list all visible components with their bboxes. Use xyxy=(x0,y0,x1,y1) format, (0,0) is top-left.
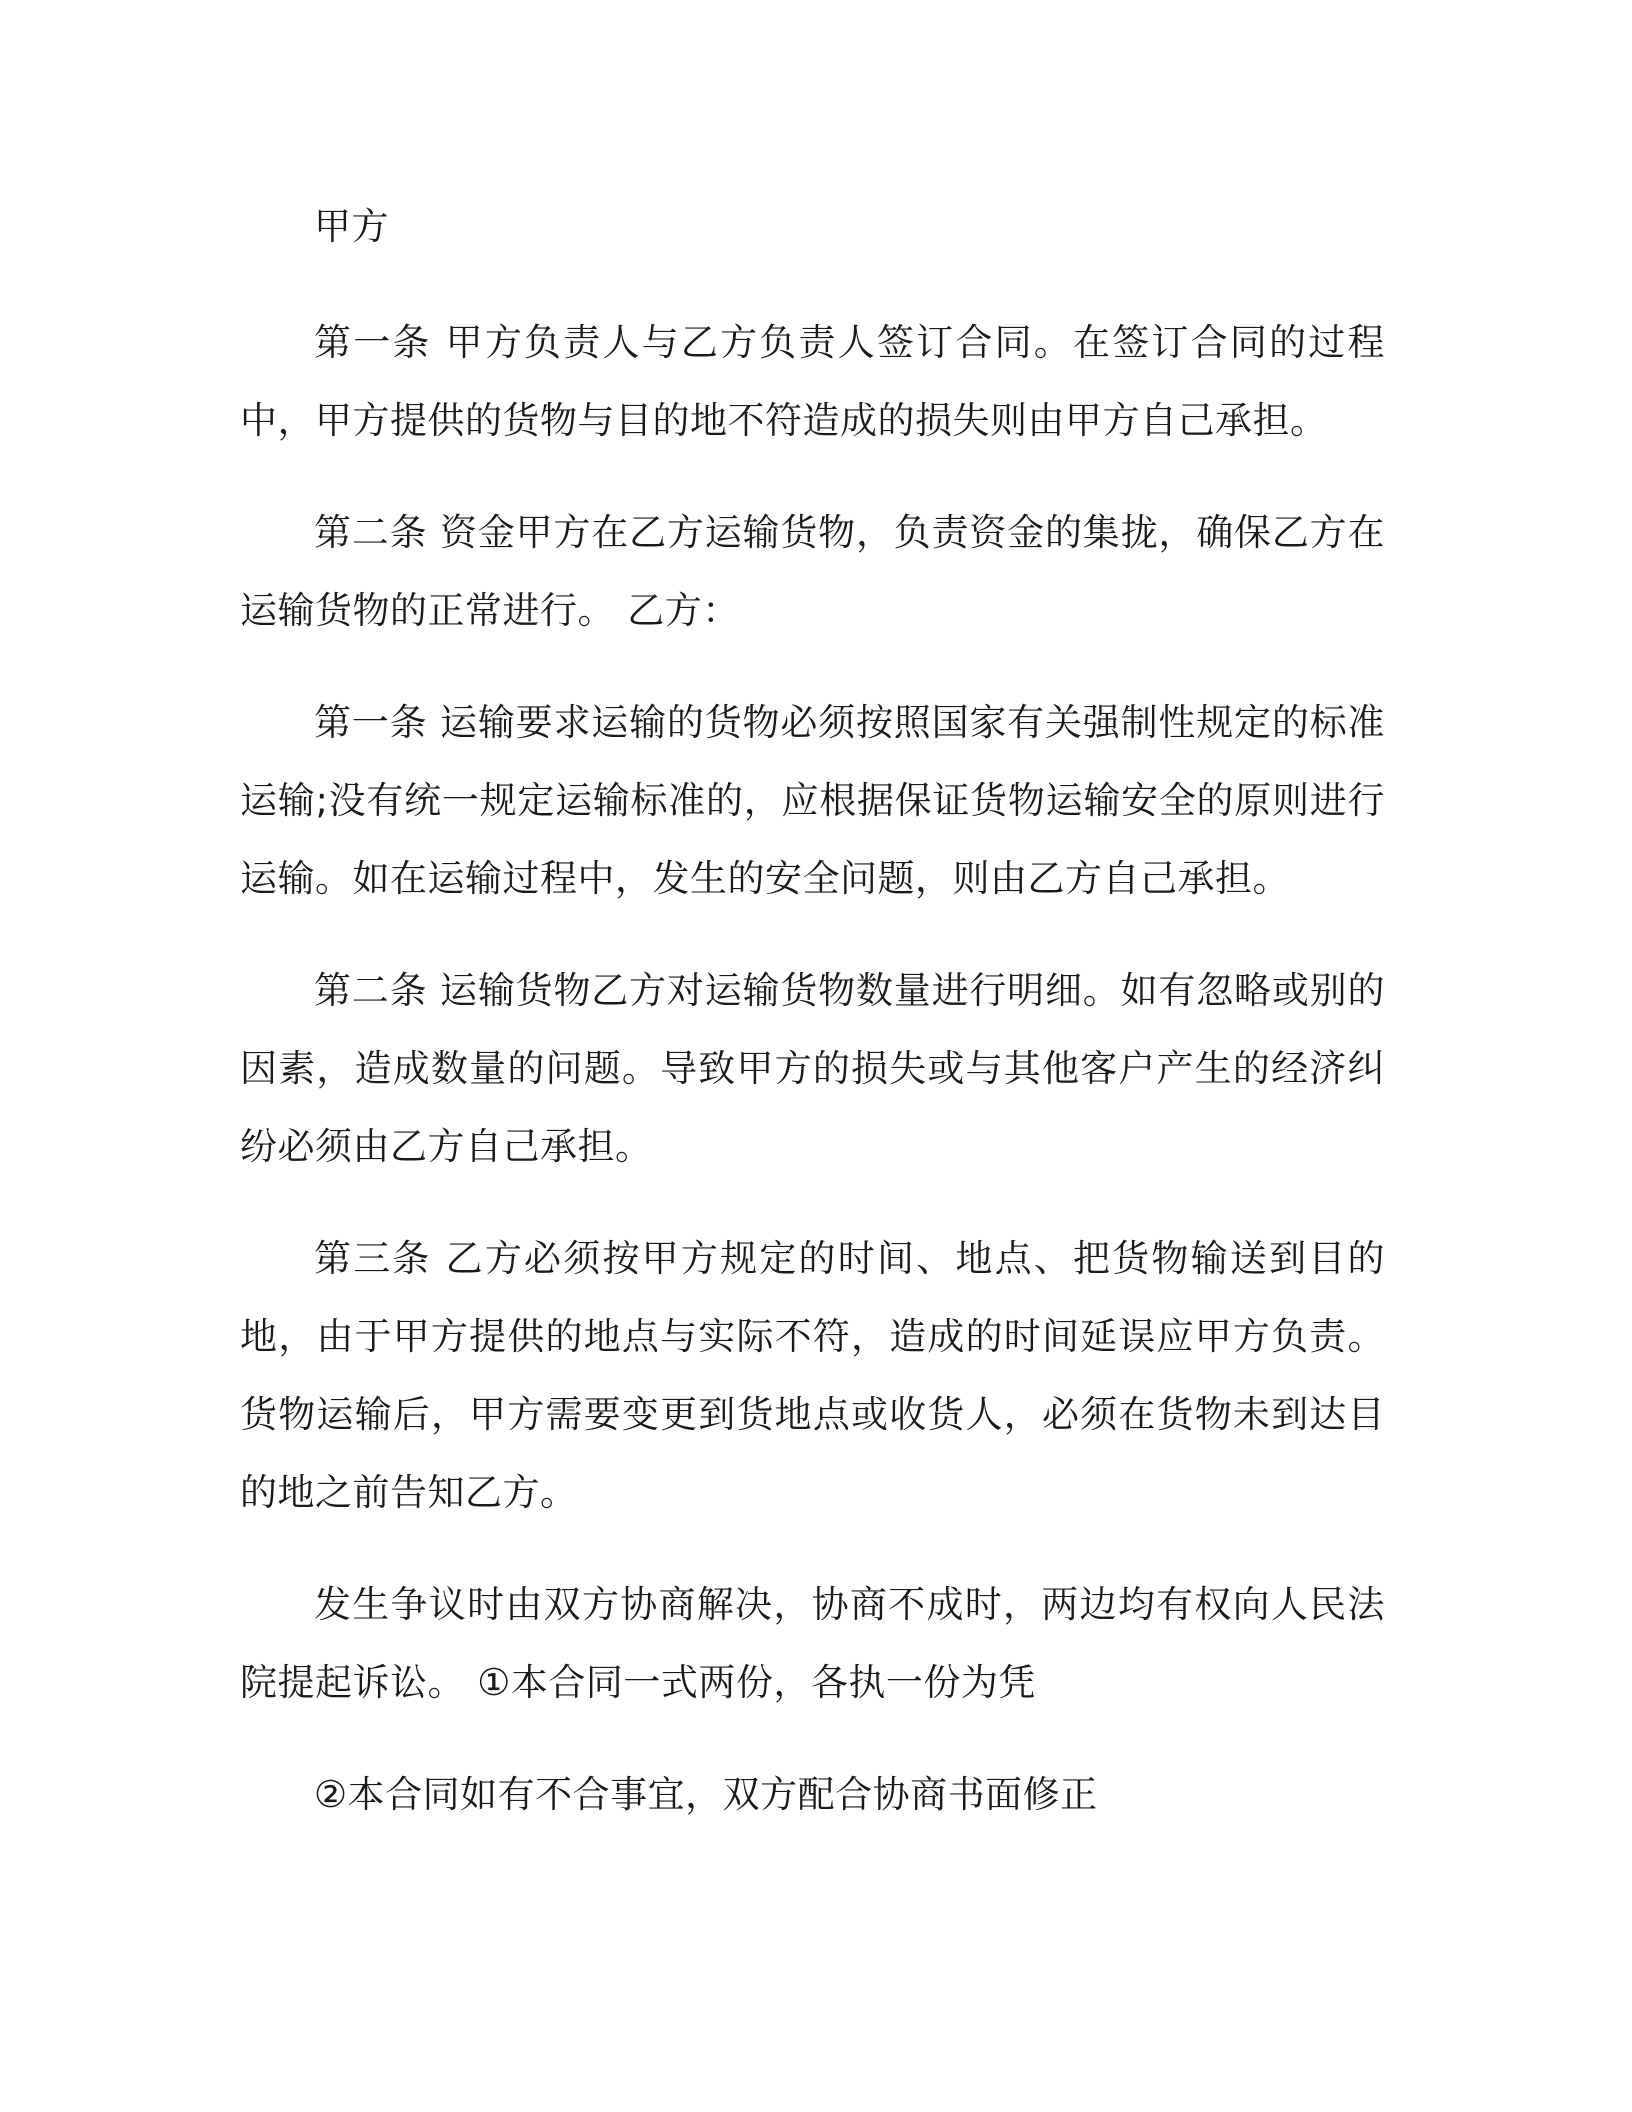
document-body xyxy=(240,188,1385,1868)
party-a-article-1: 第一条 甲方负责人与乙方负责人签订合同。在签订合同的过程中，甲方提供的货物与目的地不符造成的损失则由甲方自己承担。 xyxy=(240,321,1385,442)
party-b-article-3: 第三条 乙方必须按甲方规定的时间、地点、把货物输送到目的地，由于甲方提供的地点与实际不符，造成的时间延误应甲方负责。货物运输后，甲方需要变更到货地点或收货人，必须在货物未到达目的地之前告知乙方。 xyxy=(240,1237,1385,1514)
party-b-article-2: 第二条 运输货物乙方对运输货物数量进行明细。如有忽略或别的因素，造成数量的问题。导致甲方的损失或与其他客户产生的经济纠纷必须由乙方自己承担。 xyxy=(240,969,1385,1168)
party-a-article-2: 第二条 资金甲方在乙方运输货物，负责资金的集拢，确保乙方在运输货物的正常进行。 乙方： xyxy=(240,511,1385,632)
party-b-article-1: 第一条 运输要求运输的货物必须按照国家有关强制性规定的标准运输;没有统一规定运输标准的，应根据保证货物运输安全的原则进行运输。如在运输过程中，发生的安全问题，则由乙方自己承担。 xyxy=(240,701,1385,900)
party-a-heading: 甲方 xyxy=(314,205,389,248)
dispute-clause: 发生争议时由双方协商解决，协商不成时，两边均有权向人民法院提起诉讼。 ①本合同一式两份，各执一份为凭 xyxy=(240,1583,1385,1704)
amendment-clause: ②本合同如有不合事宜，双方配合协商书面修正 xyxy=(314,1773,1098,1816)
